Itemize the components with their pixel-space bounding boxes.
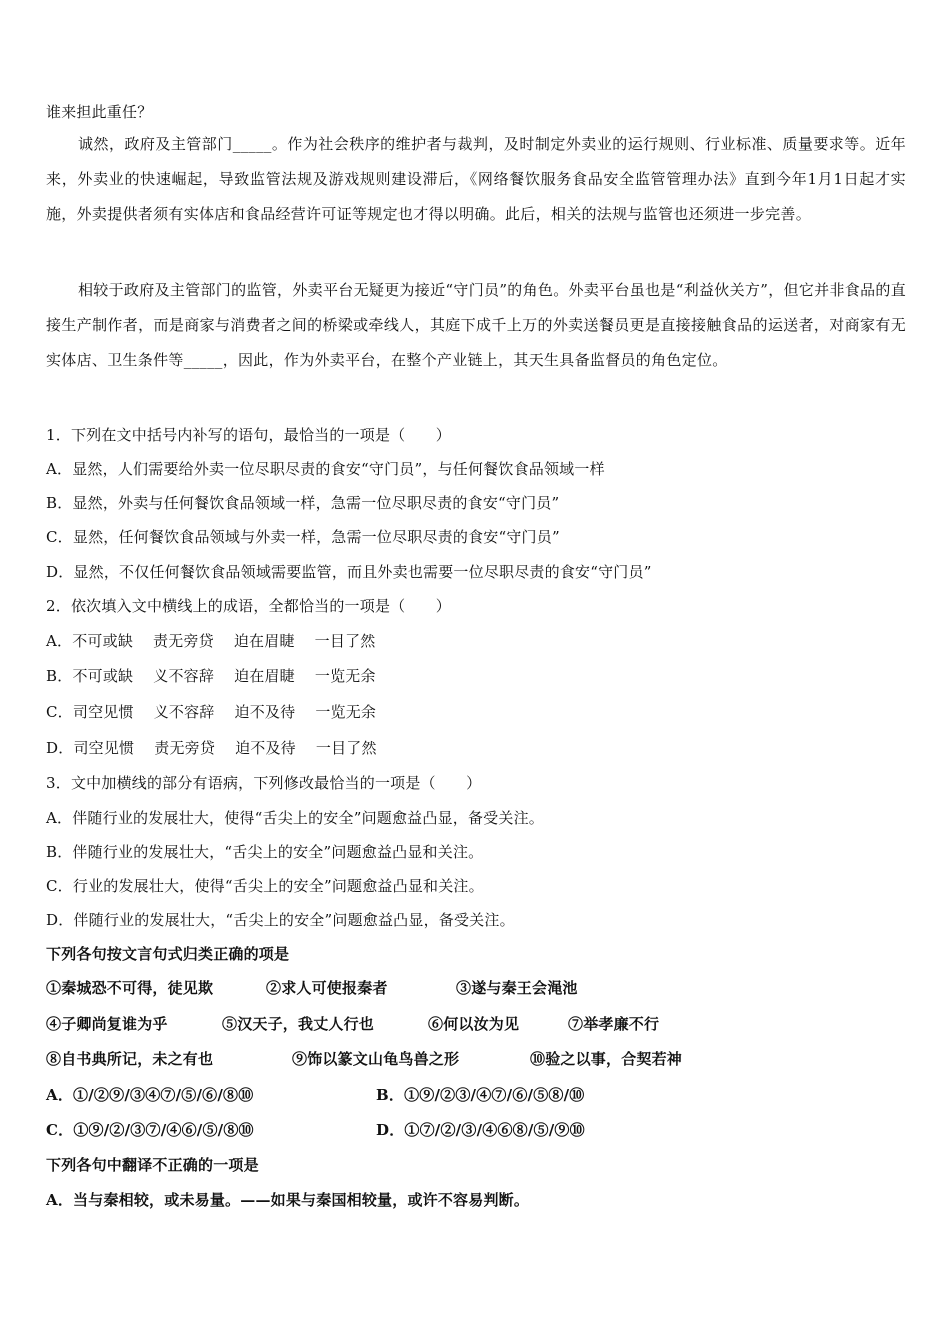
question-1-option-a: A．显然，人们需要给外卖一位尽职尽责的食安“守门员”，与任何餐饮食品领域一样 [46, 460, 605, 478]
option-word: 司空见惯 [72, 703, 134, 721]
question-3-option-b: B．伴随行业的发展壮大，“舌尖上的安全”问题愈益凸显和关注。 [46, 843, 484, 861]
question-3-option-a: A．伴随行业的发展壮大，使得“舌尖上的安全”问题愈益凸显，备受关注。 [46, 809, 544, 827]
question-2-stem: 2．依次填入文中横线上的成语，全都恰当的一项是（ ） [46, 597, 451, 615]
question-4-row-2 [46, 1013, 906, 1035]
option-word: 不可或缺 [72, 632, 134, 650]
question-4-stem: 下列各句按文言句式归类正确的项是 [46, 945, 290, 963]
option-label: D． [46, 739, 74, 757]
question-4-option-a: A．①/②⑨/③④⑦/⑤/⑥/⑧⑩ [46, 1086, 254, 1104]
option-word: 不可或缺 [72, 667, 134, 685]
option-word: 义不容辞 [153, 667, 215, 685]
option-word: 迫在眉睫 [234, 667, 295, 685]
question-4-answers-ab [46, 1084, 906, 1106]
sentence-item: ⑤汉天子，我丈人行也 [222, 1015, 375, 1033]
sentence-item: ③遂与秦王会渑池 [456, 979, 578, 997]
option-label: A． [46, 632, 73, 650]
question-2-option-d [46, 737, 906, 759]
question-4-option-b: B．①⑨/②③/④⑦/⑥/⑤⑧/⑩ [376, 1086, 585, 1104]
option-label: B． [46, 667, 73, 685]
option-word: 责无旁贷 [154, 739, 216, 757]
question-5-stem: 下列各句中翻译不正确的一项是 [46, 1156, 259, 1174]
option-word: 迫不及待 [235, 739, 296, 757]
sentence-item: ④子卿尚复谁为乎 [46, 1015, 168, 1033]
option-word: 义不容辞 [153, 703, 215, 721]
option-word: 一览无余 [315, 703, 377, 721]
question-1-option-b: B．显然，外卖与任何餐饮食品领域一样，急需一位尽职尽责的食安“守门员” [46, 494, 560, 512]
sentence-item: ⑨饰以篆文山龟鸟兽之形 [292, 1050, 460, 1068]
option-word: 责无旁贷 [153, 632, 214, 650]
passage-line: 谁来担此重任？ [46, 103, 153, 121]
sentence-item: ②求人可使报秦者 [266, 979, 388, 997]
sentence-item: ⑦举孝廉不行 [568, 1015, 660, 1033]
question-1-stem: 1．下列在文中括号内补写的语句，最恰当的一项是（ ） [46, 426, 451, 444]
option-word: 一目了然 [315, 739, 377, 757]
question-4-answers-cd [46, 1119, 906, 1141]
question-4-option-c: C．①⑨/②/③⑦/④⑥/⑤/⑧⑩ [46, 1121, 254, 1139]
question-1-option-c: C．显然，任何餐饮食品领域与外卖一样，急需一位尽职尽责的食安“守门员” [46, 528, 560, 546]
option-word: 一目了然 [314, 632, 376, 650]
passage-paragraph-2: 相较于政府及主管部门的监管，外卖平台无疑更为接近“守门员”的角色。外卖平台虽也是“利益伙关方”，但它并非食品的直接生产制作者，而是商家与消费者之间的桥梁或牵线人，其庭下成千上万的外卖送餐员更是直接接触食品的运送者，对商家有无实体店、卫生条件等_____，因此，作为外卖平台，在整个产业链上，其天生具备监督员的角色定位。 [46, 281, 906, 369]
question-2-option-b [46, 665, 906, 687]
question-5-option-a: A．当与秦相较，或未易量。——如果与秦国相较量，或许不容易判断。 [46, 1191, 530, 1209]
question-2-option-a [46, 630, 906, 652]
sentence-item: ⑥何以汝为见 [428, 1015, 520, 1033]
option-word: 一览无余 [314, 667, 376, 685]
question-3-option-c: C．行业的发展壮大，使得“舌尖上的安全”问题愈益凸显和关注。 [46, 877, 484, 895]
sentence-item: ⑩验之以事，合契若神 [530, 1050, 683, 1068]
question-3-stem: 3．文中加横线的部分有语病，下列修改最恰当的一项是（ ） [46, 774, 482, 792]
option-word: 迫在眉睫 [233, 632, 295, 650]
option-word: 迫不及待 [234, 703, 296, 721]
passage-paragraph-1: 诚然，政府及主管部门_____。作为社会秩序的维护者与裁判，及时制定外卖业的运行规则、行业标准、质量要求等。近年来，外卖业的快速崛起，导致监管法规及游戏规则建设滞后，《网络餐饮服务食品安全监管管理办法》直到今年1月1日起才实施，外卖提供者须有实体店和食品经营许可证等规定也才得以明确。此后，相关的法规与监管也还须进一步完善。 [46, 135, 906, 223]
question-1-option-d: D．显然，不仅任何餐饮食品领域需要监管，而且外卖也需要一位尽职尽责的食安“守门员” [46, 563, 652, 581]
question-4-option-d: D．①⑦/②/③/④⑥⑧/⑤/⑨⑩ [376, 1121, 585, 1139]
question-3-option-d: D．伴随行业的发展壮大，“舌尖上的安全”问题愈益凸显，备受关注。 [46, 911, 515, 929]
option-label: C． [46, 703, 73, 721]
option-word: 司空见惯 [73, 739, 135, 757]
question-4-row-3 [46, 1048, 906, 1070]
question-4-row-1 [46, 977, 906, 999]
sentence-item: ①秦城恐不可得，徒见欺 [46, 979, 214, 997]
sentence-item: ⑧自书典所记，未之有也 [46, 1050, 214, 1068]
question-2-option-c [46, 701, 906, 723]
